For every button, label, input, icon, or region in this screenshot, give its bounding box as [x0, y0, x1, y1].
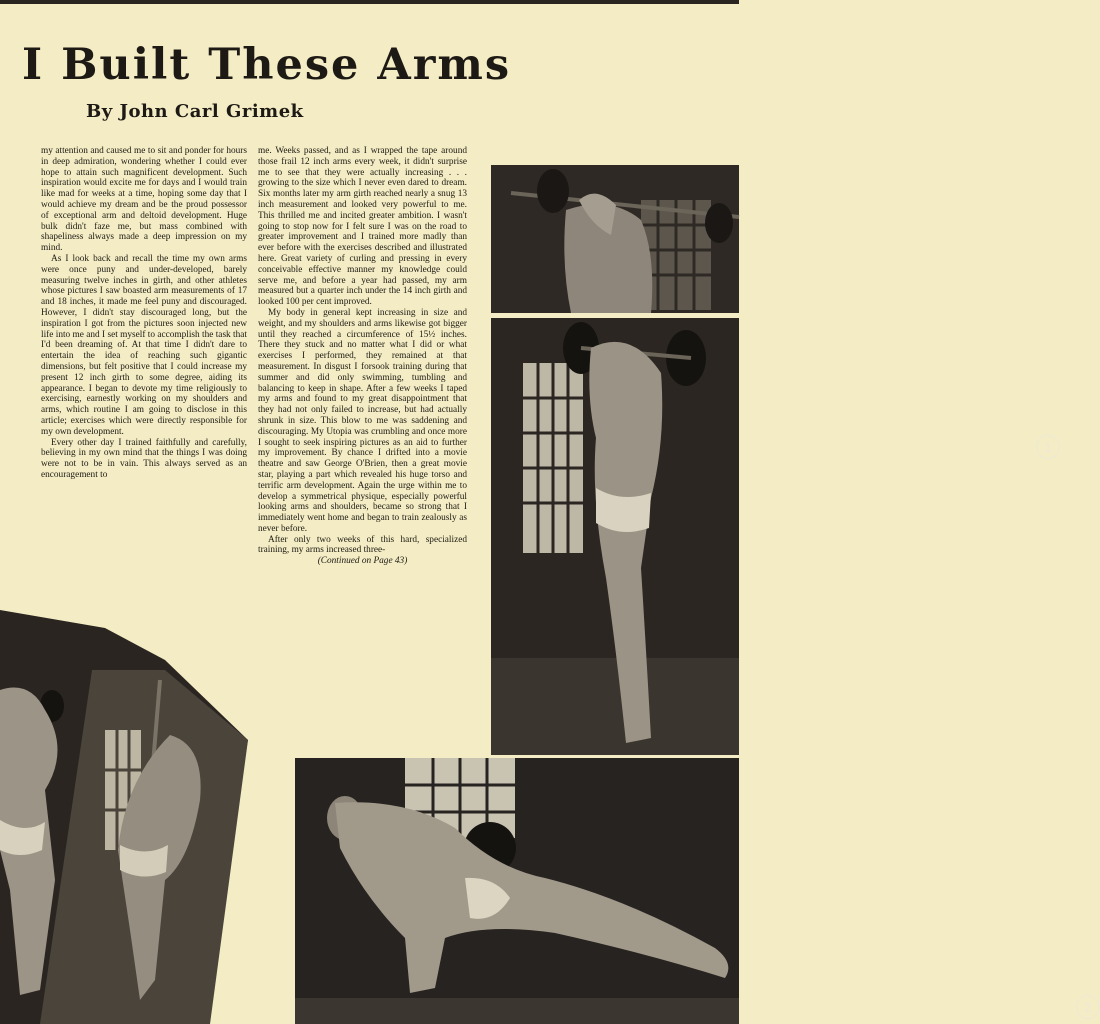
photo-overhead-press [491, 165, 1052, 455]
continued-note: (Continued on Page 43) [317, 556, 408, 567]
photo-standing-lift [491, 318, 1092, 1015]
photo-planche-balance [295, 758, 739, 1024]
paragraph: me. Weeks passed, and as I wrapped the tape around those frail 12 inch arms every week, it didn't surprise me to see that they were actually increasing . . . growing to the size which I never even dared to dream. Six months later my arm girth reached nearly a snug 13 inch measurement and looked very powerful to me. This thrilled me and incited greater ambition. I wasn't going to stop now for I felt sure I was on the road to greater improvement and I trained more madly than ever before with the exercises described and illustrated here. Great variety of curling and pressing in every conceivable effective manner my knowledge could serve me, and before a year had passed, my arm measured but a quarter inch under the 14 inch girth and looked 100 per cent improved. [258, 146, 467, 308]
text-column-2 [258, 146, 467, 726]
photo-curl-poses [0, 600, 248, 1024]
article-byline: By John Carl Grimek [86, 101, 304, 122]
text-column-1 [41, 146, 247, 584]
paragraph: My body in general kept increasing in size and weight, and my shoulders and arms likewise got bigger until they reached a circumference of 15½ inches. There they stuck and no matter what I did or what exercises I performed, they remained at that measurement. In disgust I forsook training during that summer and did only swimming, tumbling and balancing to keep in shape. After a few weeks I taped my arms and found to my great disappointment that they had not only failed to increase, but had actually shrunk in size. This blow to me was saddening and discouraging. My Utopia was crumbling and once more I sought to seek inspiring pictures as an aid to further my improvement. By chance I drifted into a movie theatre and saw George O'Brien, then a great movie star, playing a part which revealed his huge torso and terrific arm development. Again the urge within me to develop a symmetrical physique, especially powerful looking arms and shoulders, became so strong that I immediately went home and began to train zealously as never before. [258, 307, 467, 534]
paragraph: my attention and caused me to sit and ponder for hours in deep admiration, wondering whether I could ever hope to attain such magnificent development. Such inspiration would excite me for days and I would train like mad for weeks at a time, hoping some day that I would achieve my dream and be the proud possessor of exceptional arm and deltoid development. Huge bulk didn't faze me, but mass combined with shapeliness always made a deep impression on my mind. [41, 146, 247, 254]
article-title: I Built These Arms [22, 40, 512, 90]
photo-number-badge: 1 [1036, 435, 1060, 459]
photo-number-badge: 2 [1076, 995, 1100, 1019]
paragraph: As I look back and recall the time my own arms were once puny and under-developed, barely measuring twelve inches in girth, and other athletes whose pictures I saw boasted arm measurements of 17 and 18 inches, it made me feel puny and discouraged. However, I didn't stay discouraged long, but the inspiration I got from the pictures soon injected new life into me and I set myself to accomplish the task that I'd been dreaming of. At that time I didn't dare to entertain the idea of reaching such gigantic dimensions, but felt positive that I could increase my present 12 inch girth to some degree, aiding its appearance. I began to devote my time religiously to exercising, earnestly working on my shoulders and arms, which routine I am going to disclose in this article; exercises which were directly responsible for my own development. [41, 253, 247, 437]
paragraph: Every other day I trained faithfully and carefully, believing in my own mind that the things I was doing were not to be in vain. This always served as an encouragement to [41, 437, 247, 480]
top-edge-rule [0, 0, 739, 4]
paragraph: After only two weeks of this hard, specialized training, my arms increased three- [258, 534, 467, 556]
